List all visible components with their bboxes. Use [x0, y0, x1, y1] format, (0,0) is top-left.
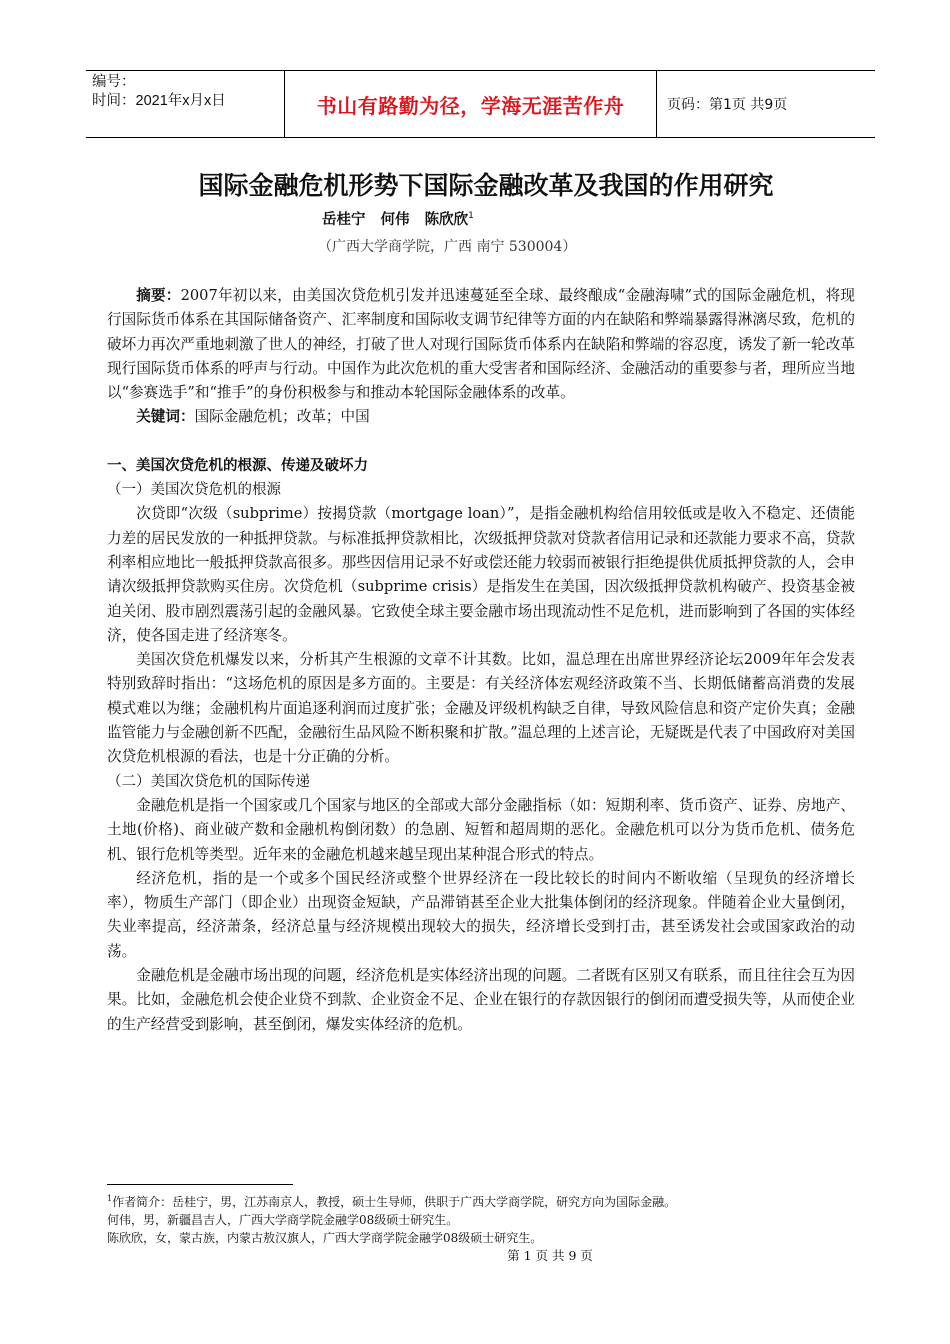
subsection-heading: （二）美国次贷危机的国际传递	[107, 773, 310, 790]
paragraph: 金融危机是指一个国家或几个国家与地区的全部或大部分金融指标（如：短期利率、货币资产、证券、房地产、土地(价格)、商业破产数和金融机构倒闭数）的急剧、短暂和超周期的恶化。金融危机可以分为货币危机、债务危机、银行危机等类型。近年来的金融危机越来越呈现出某种混合形式的特点。	[107, 796, 855, 863]
paragraph: 美国次贷危机爆发以来，分析其产生根源的文章不计其数。比如，温总理在出席世界经济论坛2009年年会发表特别致辞时指出：“这场危机的原因是多方面的。主要是：有关经济体宏观经济政策不当、长期低储蓄高消费的发展模式难以为继；金融机构片面追逐利润而过度扩张；金融及评级机构缺乏自律，导致风险信息和资产定价失真；金融监管能力与金融创新不匹配，金融衍生品风险不断积聚和扩散。”温总理的上述言论，无疑既是代表了中国政府对美国次贷危机根源的看法，也是十分正确的分析。	[107, 651, 855, 766]
paper-affiliation: （广西大学商学院，广西 南宁 530004）	[318, 239, 577, 255]
footnote-line: 陈欣欣，女，蒙古族，内蒙古敖汉旗人，广西大学商学院金融学08级硕士研究生。	[107, 1231, 543, 1245]
footnote-line: $^1$作者简介：岳桂宁，男，江苏南京人，教授，硕士生导师，供职于广西大学商学院，研究方向为国际金融。	[107, 1194, 677, 1209]
abstract-label: 摘要：	[136, 287, 181, 304]
abstract	[107, 284, 855, 405]
keywords-label: 关键词：	[136, 408, 195, 426]
keywords	[107, 405, 855, 429]
subsection-heading: （一）美国次贷危机的根源	[107, 482, 281, 499]
abstract-text: 2007年初以来，由美国次贷危机引发并迅速蔓延至全球、最终酿成“金融海啸”式的国际金融危机，将现行国际货币体系在其国际储备资产、汇率制度和国际收支调节纪律等方面的内在缺陷和弊端暴露得淋漓尽致，危机的破坏力再次严重地刺激了世人的神经，打破了世人对现行国际货币体系内在缺陷和弊端的容忍度，诱发了新一轮改革现行国际货币体系的呼声与行动。中国作为此次危机的重大受害者和国际经济、金融活动的重要参与者，理所应当地以“参赛选手”和“推手”的身份积极参与和推动本轮国际金融体系的改革。	[107, 287, 855, 402]
header-motto: 书山有路勤为径，学海无涯苦作舟	[285, 71, 657, 137]
header-time: 时间：2021年x月x日	[92, 93, 226, 109]
paper-title: 国际金融危机形势下国际金融改革及我国的作用研究	[198, 171, 774, 200]
footnotes	[107, 1190, 867, 1247]
keywords-text: 国际金融危机；改革；中国	[194, 408, 370, 426]
footnote-mark: 1	[107, 1194, 113, 1203]
page-number: 第 1 页 共 9 页	[507, 1248, 593, 1263]
header-meta	[86, 71, 285, 137]
page-header	[86, 70, 875, 138]
header-number: 编号：	[92, 74, 136, 90]
section-heading: 一、美国次贷危机的根源、传递及破坏力	[107, 457, 368, 474]
paragraph: 经济危机，指的是一个或多个国民经济或整个世界经济在一段比较长的时间内不断收缩（呈现负的经济增长率），物质生产部门（即企业）出现资金短缺，产品滞销甚至企业大批集体倒闭的经济现象。伴随着企业大量倒闭，失业率提高，经济萧条，经济总量与经济规模出现较大的损失，经济增长受到打击，甚至诱发社会或国家政治的动荡。	[107, 869, 855, 960]
paragraph: 次贷即“次级（subprime）按揭贷款（mortgage loan）”，是指金融机构给信用较低或是收入不稳定、还债能力差的居民发放的一种抵押贷款。与标准抵押贷款相比，次级抵押贷款对贷款者信用记录和还款能力要求不高，贷款利率相应地比一般抵押贷款高很多。那些因信用记录不好或偿还能力较弱而被银行拒绝提供优质抵押贷款的人，会申请次级抵押贷款购买住房。次贷危机（subprime crisis）是指发生在美国，因次级抵押贷款机构破产、投资基金被迫关闭、股市剧烈震荡引起的金融风暴。它致使全球主要金融市场出现流动性不足危机，进而影响到了各国的实体经济，使各国走进了经济寒冬。	[107, 505, 855, 644]
author-names: 岳桂宁 何伟 陈欣欣	[322, 212, 469, 228]
paper-body	[107, 284, 855, 1037]
paragraph: 金融危机是金融市场出现的问题，经济危机是实体经济出现的问题。二者既有区别又有联系，而且往往会互为因果。比如，金融危机会使企业贷不到款、企业资金不足、企业在银行的存款因银行的倒闭而遭受损失等，从而使企业的生产经营受到影响，甚至倒闭，爆发实体经济的危机。	[107, 967, 855, 1033]
footnote-divider	[107, 1184, 293, 1185]
header-page: 页码：第1页 共9页	[667, 97, 788, 113]
paper-authors	[322, 208, 474, 229]
footnote-line: 何伟，男，新疆昌吉人，广西大学商学院金融学08级硕士研究生。	[107, 1213, 459, 1227]
author-footnote-mark: 1	[468, 211, 474, 222]
